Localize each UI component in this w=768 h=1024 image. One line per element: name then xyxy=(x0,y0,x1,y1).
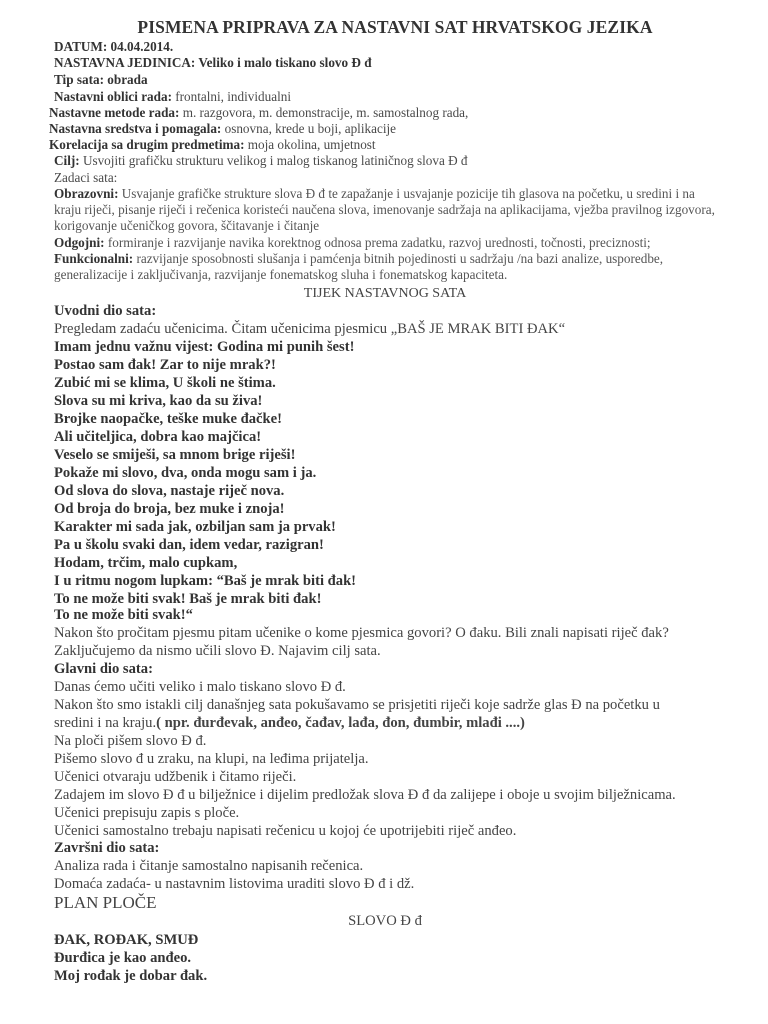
poem-line: I u ritmu nogom lupkam: “Baš je mrak biti đak! xyxy=(54,573,357,589)
poem-line: Slova su mi kriva, kao da su živa! xyxy=(54,393,263,409)
poem-line: Pa u školu svaki dan, idem vedar, razigran! xyxy=(54,537,324,553)
korelacija-label: Korelacija sa drugim predmetima: xyxy=(49,137,245,152)
funkcionalni-paragraph xyxy=(54,251,716,283)
korelacija-line xyxy=(49,137,376,153)
metode-line xyxy=(49,105,468,121)
glavni-line: Zadajem im slovo Đ đ u bilježnice i dijelim predložak slova Đ đ da zalijepe i oboje u svojim bilježnicama. xyxy=(54,787,676,803)
poem-line: Pokaže mi slovo, dva, onda mogu sam i ja. xyxy=(54,465,317,481)
glavni-heading: Glavni dio sata: xyxy=(54,661,153,677)
korelacija-value: moja okolina, umjetnost xyxy=(244,137,376,152)
sredstva-label: Nastavna sredstva i pomagala: xyxy=(49,121,222,136)
sredstva-line xyxy=(49,121,396,137)
zavrsni-line: Analiza rada i čitanje samostalno napisanih rečenica. xyxy=(54,858,364,874)
oblici-line xyxy=(54,89,291,105)
glavni-line xyxy=(54,714,525,732)
glavni-line: Nakon što smo istakli cilj današnjeg sata pokušavamo se prisjetiti riječi koje sadrže glas Đ na početku u xyxy=(54,697,660,713)
zavrsni-heading: Završni dio sata: xyxy=(54,840,160,856)
datum-label: DATUM: 04.04.2014. xyxy=(54,39,174,54)
cilj-value: Usvojiti grafičku strukturu velikog i malog tiskanog latiničnog slova Đ đ xyxy=(79,153,468,168)
datum-line xyxy=(54,39,173,55)
jedinica-value: Veliko i malo tiskano slovo Đ đ xyxy=(195,55,372,70)
board-line: ĐAK, ROĐAK, SMUĐ xyxy=(54,932,199,948)
odgojni-paragraph xyxy=(54,235,716,251)
glavni-line: Na ploči pišem slovo Đ đ. xyxy=(54,733,207,749)
poem-line: Zubić mi se klima, U školi ne štima. xyxy=(54,375,276,391)
odgojni-label: Odgojni: xyxy=(54,235,105,250)
board-line: Moj rođak je dobar đak. xyxy=(54,968,208,984)
odgojni-value: formiranje i razvijanje navika korektnog odnosa prema zadatku, razvoj urednosti, točnosti, preciznosti; xyxy=(104,235,651,250)
poem-line: Imam jednu važnu vijest: Godina mi punih šest! xyxy=(54,339,355,355)
cilj-line xyxy=(54,153,468,169)
poem-line: Hodam, trčim, malo cupkam, xyxy=(54,555,238,571)
glavni-line: Učenici otvaraju udžbenik i čitamo riječi. xyxy=(54,769,297,785)
poem-line: Od broja do broja, bez muke i znoja! xyxy=(54,501,285,517)
cilj-label: Cilj: xyxy=(54,153,80,168)
document-title: PISMENA PRIPRAVA ZA NASTAVNI SAT HRVATSKOG JEZIKA xyxy=(137,17,653,37)
plan-heading: PLAN PLOČE xyxy=(54,893,157,912)
oblici-value: frontalni, individualni xyxy=(171,89,292,104)
poem-line: Od slova do slova, nastaje riječ nova. xyxy=(54,483,285,499)
obrazovni-paragraph xyxy=(54,186,716,235)
jedinica-label: NASTAVNA JEDINICA: xyxy=(54,55,196,70)
glavni-line: Učenici prepisuju zapis s ploče. xyxy=(54,805,240,821)
zadaci-line: Zadaci sata: xyxy=(54,170,118,185)
uvodni-heading: Uvodni dio sata: xyxy=(54,303,157,319)
poem-line: Brojke naopačke, teške muke đačke! xyxy=(54,411,282,427)
uvodni-intro: Pregledam zadaću učenicima. Čitam učenicima pjesmicu „BAŠ JE MRAK BITI ĐAK“ xyxy=(54,321,566,337)
poem-line: To ne može biti svak! Baš je mrak biti đak! xyxy=(54,591,322,607)
tip-value: obrada xyxy=(103,72,148,87)
uvodni-after-2: Zaključujemo da nismo učili slovo Đ. Najavim cilj sata. xyxy=(54,643,381,659)
tip-label: Tip sata: xyxy=(54,72,104,87)
poem-line: Postao sam đak! Zar to nije mrak?! xyxy=(54,357,276,373)
poem-line: Veselo se smiješi, sa mnom brige riješi! xyxy=(54,447,296,463)
uvodni-after-1: Nakon što pročitam pjesmu pitam učenike o kome pjesmica govori? O đaku. Bili znali napisati riječ đak? xyxy=(54,625,669,641)
zavrsni-line: Domaća zadaća- u nastavnim listovima uraditi slovo Đ đ i dž. xyxy=(54,876,415,892)
tijek-heading: TIJEK NASTAVNOG SATA xyxy=(303,286,467,301)
tip-line xyxy=(54,72,148,88)
glavni-line: Danas ćemo učiti veliko i malo tiskano slovo Đ đ. xyxy=(54,679,346,695)
jedinica-line xyxy=(54,55,372,71)
poem-line: Karakter mi sada jak, ozbiljan sam ja prvak! xyxy=(54,519,336,535)
funkcionalni-label: Funkcionalni: xyxy=(54,251,134,266)
glavni-line-part: sredini i na kraju. xyxy=(54,715,157,731)
poem-line: Ali učiteljica, dobra kao majčica! xyxy=(54,429,262,445)
sredstva-value: osnovna, krede u boji, aplikacije xyxy=(221,121,396,136)
examples-list: ( npr. đurđevak, anđeo, čađav, lađa, đon, đumbir, mlađi ....) xyxy=(156,715,525,731)
obrazovni-value: Usvajanje grafičke strukture slova Đ đ te zapažanje i usvajanje pozicije tih glasova na početku, u sredini i na kraju riječi, pisanje riječi i rečenica koristeći naučena slova, imenovanje sadržaja na aplikacijama, vježba pravilnog izgovora, korigovanje učeničkog govora, ščitavanje i čitanje xyxy=(54,186,715,234)
oblici-label: Nastavni oblici rada: xyxy=(54,89,172,104)
funkcionalni-value: razvijanje sposobnosti slušanja i pamćenja bitnih pojedinosti u sadržaju /na bazi analize, usporedbe, generalizacije i zaključivanja, razvijanje fonematskog sluha i fonematskog kapaciteta. xyxy=(54,251,664,283)
board-line: Đurđica je kao anđeo. xyxy=(54,950,192,966)
obrazovni-label: Obrazovni: xyxy=(54,186,119,201)
metode-value: m. razgovora, m. demonstracije, m. samostalnog rada, xyxy=(179,105,469,120)
slovo-heading: SLOVO Đ đ xyxy=(348,913,422,929)
metode-label: Nastavne metode rada: xyxy=(49,105,180,120)
glavni-line: Učenici samostalno trebaju napisati rečenicu u kojoj će upotrijebiti riječ anđeo. xyxy=(54,823,517,839)
glavni-line: Pišemo slovo đ u zraku, na klupi, na leđima prijatelja. xyxy=(54,751,369,767)
poem-line: To ne može biti svak!“ xyxy=(54,607,193,623)
